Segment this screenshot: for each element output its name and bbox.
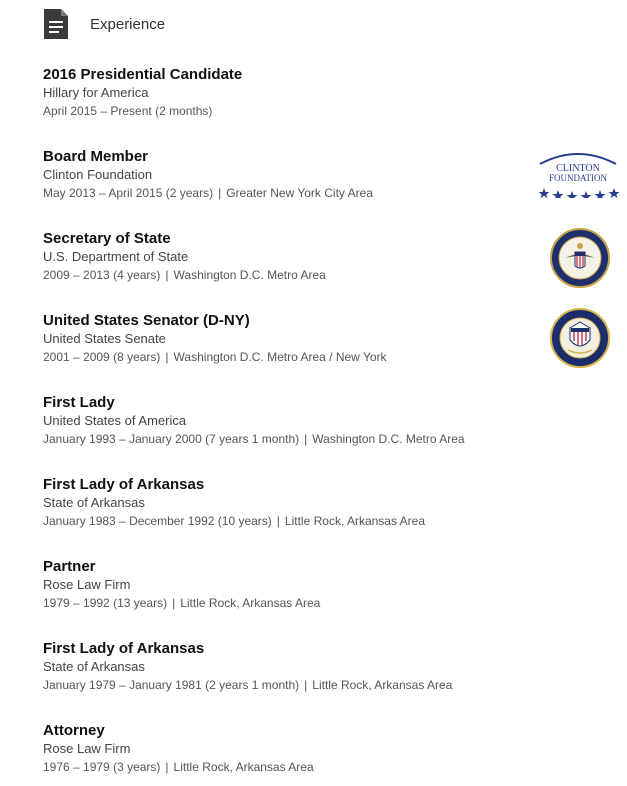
job-location: Washington D.C. Metro Area xyxy=(312,432,465,446)
job-location: Little Rock, Arkansas Area xyxy=(173,760,314,774)
job-meta xyxy=(43,677,613,694)
organization-name[interactable]: State of Arkansas xyxy=(43,659,145,674)
experience-entry xyxy=(43,66,613,120)
job-meta xyxy=(43,185,613,202)
job-dates: 2009 – 2013 (4 years) xyxy=(43,268,161,282)
job-dates: January 1979 – January 1981 (2 years 1 month) xyxy=(43,678,300,692)
experience-entry xyxy=(43,722,613,776)
organization-name[interactable]: United States of America xyxy=(43,413,187,428)
organization-name[interactable]: Hillary for America xyxy=(43,85,149,100)
logo-line1: CLINTON xyxy=(556,163,600,174)
experience-entry xyxy=(43,640,613,694)
job-dates: January 1983 – December 1992 (10 years) xyxy=(43,514,272,528)
experience-section-header xyxy=(44,6,165,42)
separator: | xyxy=(165,350,169,364)
job-title[interactable]: First Lady of Arkansas xyxy=(43,640,205,657)
job-dates: 1979 – 1992 (13 years) xyxy=(43,596,168,610)
separator: | xyxy=(304,432,308,446)
job-location: Little Rock, Arkansas Area xyxy=(180,596,321,610)
organization-name[interactable]: State of Arkansas xyxy=(43,495,145,510)
organization-name[interactable]: Rose Law Firm xyxy=(43,577,131,592)
separator: | xyxy=(218,186,222,200)
job-title[interactable]: First Lady xyxy=(43,394,115,411)
job-dates: 1976 – 1979 (3 years) xyxy=(43,760,161,774)
logo-line2: FOUNDATION xyxy=(549,173,607,183)
experience-entry xyxy=(43,476,613,530)
organization-name[interactable]: United States Senate xyxy=(43,331,166,346)
job-meta xyxy=(43,513,613,530)
separator: | xyxy=(172,596,176,610)
senate-seal-icon[interactable] xyxy=(550,308,610,368)
job-meta xyxy=(43,431,613,448)
separator: | xyxy=(165,760,169,774)
job-meta xyxy=(43,349,613,366)
job-title[interactable]: Attorney xyxy=(43,722,105,739)
document-icon xyxy=(44,9,68,39)
department-of-state-seal-icon[interactable] xyxy=(550,228,610,288)
experience-entry xyxy=(43,148,613,202)
experience-entry xyxy=(43,230,613,284)
job-location: Greater New York City Area xyxy=(226,186,373,200)
job-location: Little Rock, Arkansas Area xyxy=(312,678,453,692)
job-meta xyxy=(43,267,613,284)
organization-name[interactable]: Rose Law Firm xyxy=(43,741,131,756)
job-dates: January 1993 – January 2000 (7 years 1 month) xyxy=(43,432,300,446)
clinton-foundation-logo[interactable] xyxy=(530,148,626,198)
job-title[interactable]: Secretary of State xyxy=(43,230,171,247)
job-dates: April 2015 – Present (2 months) xyxy=(43,104,213,118)
job-location: Washington D.C. Metro Area xyxy=(173,268,326,282)
organization-name[interactable]: Clinton Foundation xyxy=(43,167,153,182)
experience-entry xyxy=(43,394,613,448)
job-dates: 2001 – 2009 (8 years) xyxy=(43,350,161,364)
job-meta xyxy=(43,103,613,120)
job-meta xyxy=(43,759,613,776)
job-location: Washington D.C. Metro Area / New York xyxy=(173,350,387,364)
job-dates: May 2013 – April 2015 (2 years) xyxy=(43,186,214,200)
job-location: Little Rock, Arkansas Area xyxy=(284,514,425,528)
job-title[interactable]: Partner xyxy=(43,558,96,575)
organization-name[interactable]: U.S. Department of State xyxy=(43,249,189,264)
separator: | xyxy=(304,678,308,692)
section-title: Experience xyxy=(90,15,166,33)
job-title[interactable]: United States Senator (D-NY) xyxy=(43,312,250,329)
experience-entry xyxy=(43,312,613,366)
experience-entry xyxy=(43,558,613,612)
job-title[interactable]: First Lady of Arkansas xyxy=(43,476,205,493)
job-title[interactable]: 2016 Presidential Candidate xyxy=(43,66,243,83)
separator: | xyxy=(276,514,280,528)
separator: | xyxy=(165,268,169,282)
job-title[interactable]: Board Member xyxy=(43,148,149,165)
job-meta xyxy=(43,595,613,612)
